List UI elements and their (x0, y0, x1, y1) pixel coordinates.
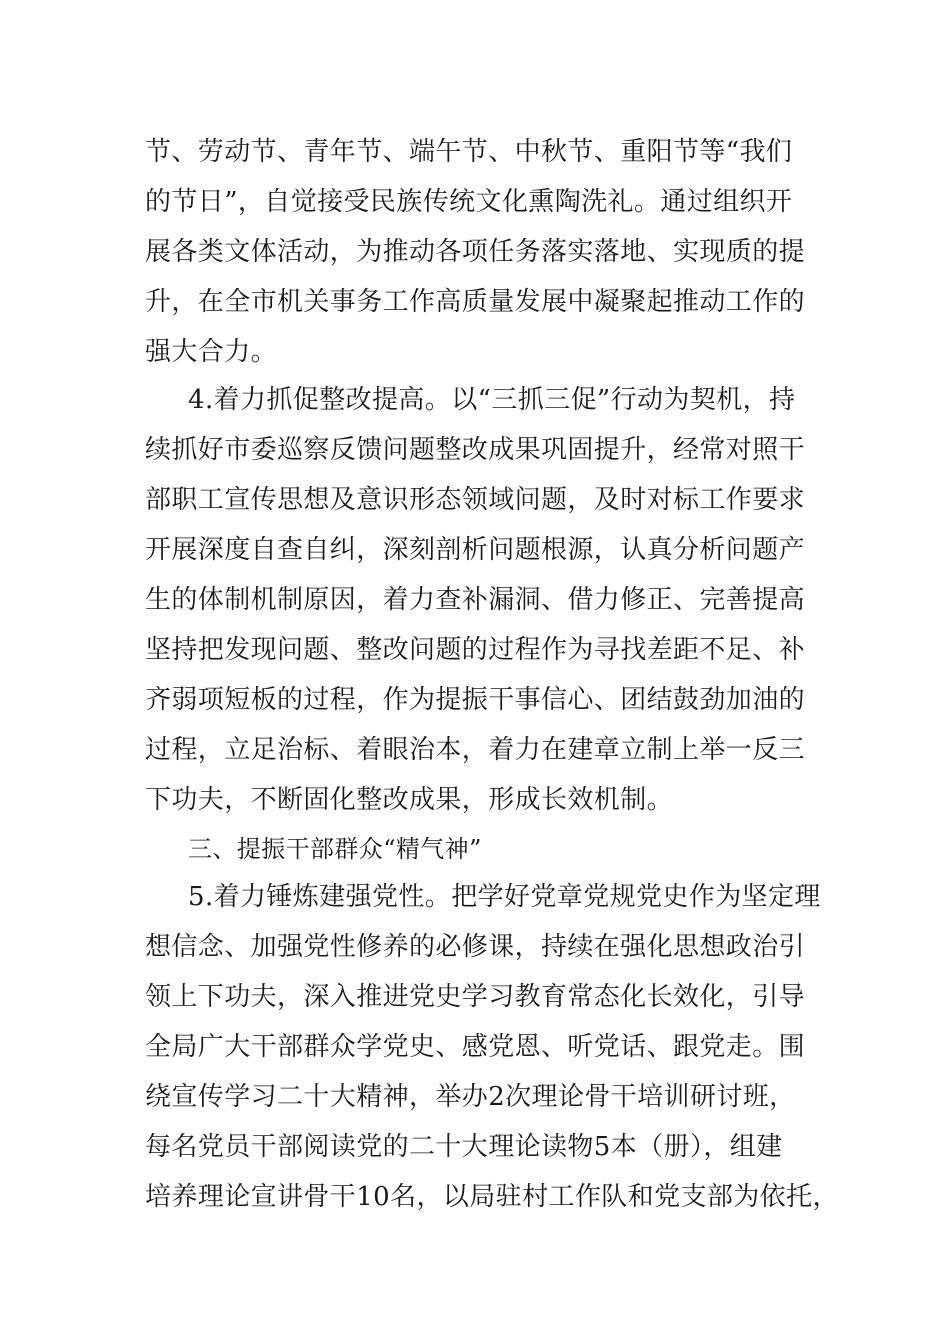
paragraph-line: 强大合力。 (145, 337, 278, 367)
paragraph-line: 展各类文体活动，为推动各项任务落实落地、实现质的提 (145, 237, 806, 267)
paragraph-line: 节、劳动节、青年节、端午节、中秋节、重阳节等“我们 (145, 137, 793, 167)
paragraph-line: 坚持把发现问题、整改问题的过程作为寻找差距不足、补 (145, 635, 806, 665)
paragraph-line: 下功夫，不断固化整改成果，形成长效机制。 (145, 785, 674, 815)
paragraph-line: 想信念、加强党性修养的必修课，持续在强化思想政治引 (145, 932, 806, 962)
paragraph-line: 5.着力锤炼建强党性。把学好党章党规党史作为坚定理 (188, 882, 821, 912)
paragraph-line: 培养理论宣讲骨干10名，以局驻村工作队和党支部为依托， (145, 1182, 839, 1212)
paragraph-line: 齐弱项短板的过程，作为提振干事信心、团结鼓劲加油的 (145, 685, 806, 715)
paragraph-line: 部职工宣传思想及意识形态领域问题，及时对标工作要求 (145, 485, 806, 515)
paragraph-line: 领上下功夫，深入推进党史学习教育常态化长效化，引导 (145, 982, 806, 1012)
section-heading: 三、提振干部群众“精气神” (188, 835, 482, 863)
paragraph-line: 过程，立足治标、着眼治本，着力在建章立制上举一反三 (145, 735, 806, 765)
paragraph-line: 全局广大干部群众学党史、感党恩、听党话、跟党走。围 (145, 1032, 806, 1062)
paragraph-line: 生的体制机制原因，着力查补漏洞、借力修正、完善提高 (145, 585, 806, 615)
paragraph-line: 续抓好市委巡察反馈问题整改成果巩固提升，经常对照干 (145, 435, 806, 465)
paragraph-line: 开展深度自查自纠，深刻剖析问题根源，认真分析问题产 (145, 535, 806, 565)
paragraph-line: 升，在全市机关事务工作高质量发展中凝聚起推动工作的 (145, 287, 806, 317)
paragraph-line: 每名党员干部阅读党的二十大理论读物5本（册），组建 (145, 1132, 783, 1162)
paragraph-line: 4.着力抓促整改提高。以“三抓三促”行动为契机，持 (188, 385, 796, 415)
paragraph-line: 绕宣传学习二十大精神，举办2次理论骨干培训研讨班， (145, 1082, 796, 1112)
paragraph-line: 的节日”，自觉接受民族传统文化熏陶洗礼。通过组织开 (145, 187, 793, 217)
